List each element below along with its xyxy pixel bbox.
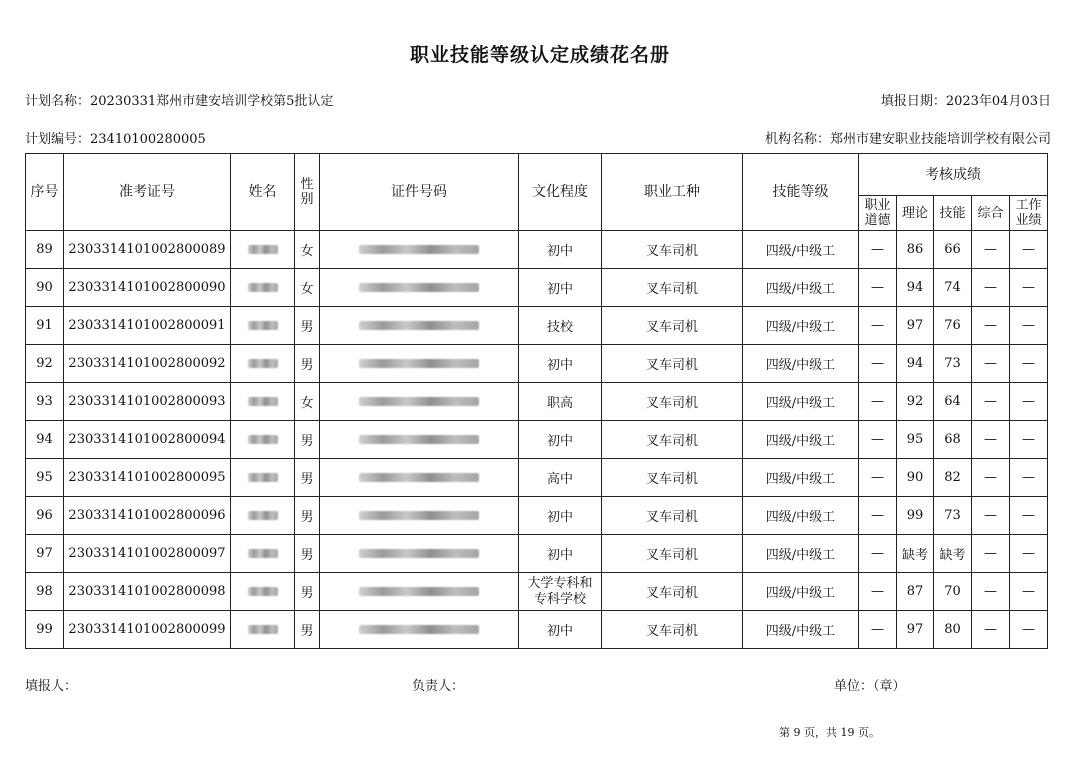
cell-work: — <box>1010 421 1048 459</box>
cell-exam-no: 2303314101002800099 <box>64 611 231 649</box>
cell-occupation: 叉车司机 <box>602 459 743 497</box>
cell-gender: 女 <box>295 231 320 269</box>
redacted-id-number <box>359 359 479 368</box>
cell-occupation: 叉车司机 <box>602 535 743 573</box>
cell-ethics: — <box>859 421 897 459</box>
table-row <box>26 535 1048 573</box>
cell-id-no <box>320 307 519 345</box>
cell-exam-no: 2303314101002800095 <box>64 459 231 497</box>
header-theory: 理论 <box>897 196 934 231</box>
header-exam-no: 准考证号 <box>64 154 231 231</box>
page-info: 第 9 页，共 19 页。 <box>779 726 880 739</box>
cell-overall: — <box>972 535 1010 573</box>
fill-date-value: 2023年04月03日 <box>945 94 1051 109</box>
plan-number-value: 23410100280005 <box>90 132 206 147</box>
redacted-name <box>248 397 278 406</box>
cell-skill: 缺考 <box>934 535 972 573</box>
redacted-id-number <box>359 283 479 292</box>
plan-number <box>25 128 206 147</box>
redacted-name <box>248 511 278 520</box>
cell-theory: 86 <box>897 231 934 269</box>
cell-ethics: — <box>859 345 897 383</box>
responsible-label: 负责人： <box>412 679 465 694</box>
redacted-id-number <box>359 625 479 634</box>
cell-skill: 82 <box>934 459 972 497</box>
cell-seq: 95 <box>26 459 64 497</box>
redacted-id-number <box>359 473 479 482</box>
cell-skill: 73 <box>934 345 972 383</box>
redacted-name <box>248 321 278 330</box>
cell-exam-no: 2303314101002800092 <box>64 345 231 383</box>
cell-id-no <box>320 383 519 421</box>
score-table <box>25 153 1048 649</box>
cell-work: — <box>1010 611 1048 649</box>
cell-seq: 89 <box>26 231 64 269</box>
cell-seq: 90 <box>26 269 64 307</box>
header-id-no: 证件号码 <box>320 154 519 231</box>
filler-label: 填报人： <box>25 679 78 694</box>
cell-education: 初中 <box>519 345 602 383</box>
table-row <box>26 459 1048 497</box>
cell-name <box>231 231 295 269</box>
cell-name <box>231 345 295 383</box>
cell-theory: 99 <box>897 497 934 535</box>
cell-exam-no: 2303314101002800091 <box>64 307 231 345</box>
cell-overall: — <box>972 611 1010 649</box>
table-row <box>26 611 1048 649</box>
redacted-name <box>248 473 278 482</box>
cell-ethics: — <box>859 611 897 649</box>
cell-skill: 68 <box>934 421 972 459</box>
cell-work: — <box>1010 535 1048 573</box>
cell-theory: 缺考 <box>897 535 934 573</box>
cell-overall: — <box>972 573 1010 611</box>
header-occupation: 职业工种 <box>602 154 743 231</box>
cell-occupation: 叉车司机 <box>602 421 743 459</box>
redacted-id-number <box>359 321 479 330</box>
cell-name <box>231 573 295 611</box>
cell-gender: 男 <box>295 345 320 383</box>
document-title: 职业技能等级认定成绩花名册 <box>409 44 670 66</box>
cell-seq: 96 <box>26 497 64 535</box>
cell-work: — <box>1010 231 1048 269</box>
cell-skill-level: 四级/中级工 <box>743 345 859 383</box>
cell-exam-no: 2303314101002800097 <box>64 535 231 573</box>
cell-exam-no: 2303314101002800093 <box>64 383 231 421</box>
cell-overall: — <box>972 345 1010 383</box>
cell-gender: 男 <box>295 497 320 535</box>
cell-id-no <box>320 269 519 307</box>
cell-overall: — <box>972 497 1010 535</box>
cell-ethics: — <box>859 573 897 611</box>
cell-skill-level: 四级/中级工 <box>743 231 859 269</box>
header-gender: 性别 <box>295 154 320 231</box>
plan-number-label: 计划编号： <box>25 132 91 147</box>
cell-gender: 女 <box>295 383 320 421</box>
header-scores: 考核成绩 <box>859 154 1048 196</box>
redacted-id-number <box>359 511 479 520</box>
cell-education: 初中 <box>519 535 602 573</box>
cell-gender: 男 <box>295 611 320 649</box>
cell-occupation: 叉车司机 <box>602 345 743 383</box>
cell-education: 大学专科和专科学校 <box>519 573 602 611</box>
organization <box>765 128 1051 147</box>
cell-skill-level: 四级/中级工 <box>743 269 859 307</box>
cell-skill: 73 <box>934 497 972 535</box>
cell-occupation: 叉车司机 <box>602 573 743 611</box>
redacted-id-number <box>359 397 479 406</box>
cell-exam-no: 2303314101002800096 <box>64 497 231 535</box>
cell-seq: 98 <box>26 573 64 611</box>
cell-seq: 91 <box>26 307 64 345</box>
cell-occupation: 叉车司机 <box>602 383 743 421</box>
cell-id-no <box>320 573 519 611</box>
header-ethics: 职业道德 <box>859 196 897 231</box>
table-row <box>26 497 1048 535</box>
cell-theory: 97 <box>897 307 934 345</box>
cell-ethics: — <box>859 231 897 269</box>
cell-occupation: 叉车司机 <box>602 307 743 345</box>
cell-skill: 70 <box>934 573 972 611</box>
cell-theory: 92 <box>897 383 934 421</box>
cell-overall: — <box>972 421 1010 459</box>
redacted-name <box>248 549 278 558</box>
cell-gender: 男 <box>295 421 320 459</box>
cell-work: — <box>1010 345 1048 383</box>
cell-education: 技校 <box>519 307 602 345</box>
cell-skill-level: 四级/中级工 <box>743 307 859 345</box>
cell-id-no <box>320 459 519 497</box>
cell-ethics: — <box>859 497 897 535</box>
cell-id-no <box>320 345 519 383</box>
cell-ethics: — <box>859 383 897 421</box>
table-row <box>26 307 1048 345</box>
cell-name <box>231 383 295 421</box>
cell-seq: 92 <box>26 345 64 383</box>
cell-theory: 94 <box>897 345 934 383</box>
cell-name <box>231 459 295 497</box>
cell-education: 高中 <box>519 459 602 497</box>
table-row <box>26 345 1048 383</box>
cell-skill-level: 四级/中级工 <box>743 573 859 611</box>
cell-occupation: 叉车司机 <box>602 611 743 649</box>
cell-work: — <box>1010 573 1048 611</box>
plan-name-label: 计划名称： <box>25 94 91 109</box>
cell-name <box>231 421 295 459</box>
cell-overall: — <box>972 459 1010 497</box>
cell-gender: 女 <box>295 269 320 307</box>
redacted-name <box>248 625 278 634</box>
cell-skill-level: 四级/中级工 <box>743 459 859 497</box>
header-name: 姓名 <box>231 154 295 231</box>
cell-name <box>231 497 295 535</box>
cell-skill: 76 <box>934 307 972 345</box>
cell-education: 初中 <box>519 611 602 649</box>
fill-date <box>881 90 1051 109</box>
cell-overall: — <box>972 269 1010 307</box>
cell-work: — <box>1010 383 1048 421</box>
cell-theory: 97 <box>897 611 934 649</box>
redacted-name <box>248 359 278 368</box>
fill-date-label: 填报日期： <box>880 94 946 109</box>
cell-id-no <box>320 231 519 269</box>
cell-skill: 64 <box>934 383 972 421</box>
cell-occupation: 叉车司机 <box>602 269 743 307</box>
redacted-id-number <box>359 435 479 444</box>
cell-exam-no: 2303314101002800094 <box>64 421 231 459</box>
cell-work: — <box>1010 497 1048 535</box>
table-row <box>26 269 1048 307</box>
cell-name <box>231 307 295 345</box>
cell-theory: 95 <box>897 421 934 459</box>
cell-name <box>231 269 295 307</box>
redacted-name <box>248 435 278 444</box>
cell-education: 初中 <box>519 497 602 535</box>
cell-overall: — <box>972 383 1010 421</box>
table-row <box>26 573 1048 611</box>
cell-theory: 90 <box>897 459 934 497</box>
cell-overall: — <box>972 307 1010 345</box>
cell-skill: 66 <box>934 231 972 269</box>
plan-name-value: 20230331郑州市建安培训学校第5批认定 <box>90 94 334 109</box>
header-overall: 综合 <box>972 196 1010 231</box>
cell-seq: 97 <box>26 535 64 573</box>
organization-value: 郑州市建安职业技能培训学校有限公司 <box>829 132 1051 147</box>
cell-gender: 男 <box>295 535 320 573</box>
cell-theory: 94 <box>897 269 934 307</box>
cell-ethics: — <box>859 459 897 497</box>
cell-exam-no: 2303314101002800089 <box>64 231 231 269</box>
cell-skill-level: 四级/中级工 <box>743 535 859 573</box>
cell-gender: 男 <box>295 459 320 497</box>
cell-occupation: 叉车司机 <box>602 497 743 535</box>
header-seq: 序号 <box>26 154 64 231</box>
cell-work: — <box>1010 307 1048 345</box>
cell-exam-no: 2303314101002800098 <box>64 573 231 611</box>
cell-education: 初中 <box>519 421 602 459</box>
cell-ethics: — <box>859 269 897 307</box>
organization-label: 机构名称： <box>764 132 830 147</box>
unit-stamp-label: 单位：（章） <box>834 679 906 694</box>
cell-id-no <box>320 611 519 649</box>
cell-skill-level: 四级/中级工 <box>743 611 859 649</box>
redacted-id-number <box>359 587 479 596</box>
cell-education: 职高 <box>519 383 602 421</box>
cell-theory: 87 <box>897 573 934 611</box>
cell-id-no <box>320 535 519 573</box>
cell-skill-level: 四级/中级工 <box>743 383 859 421</box>
cell-skill-level: 四级/中级工 <box>743 497 859 535</box>
header-work: 工作业绩 <box>1010 196 1048 231</box>
cell-skill: 80 <box>934 611 972 649</box>
header-education: 文化程度 <box>519 154 602 231</box>
cell-work: — <box>1010 269 1048 307</box>
header-skill-level: 技能等级 <box>743 154 859 231</box>
cell-seq: 99 <box>26 611 64 649</box>
cell-seq: 94 <box>26 421 64 459</box>
cell-work: — <box>1010 459 1048 497</box>
redacted-name <box>248 587 278 596</box>
cell-name <box>231 535 295 573</box>
cell-id-no <box>320 497 519 535</box>
cell-overall: — <box>972 231 1010 269</box>
cell-name <box>231 611 295 649</box>
redacted-name <box>248 283 278 292</box>
cell-education: 初中 <box>519 269 602 307</box>
table-row <box>26 421 1048 459</box>
cell-seq: 93 <box>26 383 64 421</box>
cell-ethics: — <box>859 535 897 573</box>
table-row <box>26 231 1048 269</box>
cell-exam-no: 2303314101002800090 <box>64 269 231 307</box>
redacted-id-number <box>359 549 479 558</box>
table-row <box>26 383 1048 421</box>
cell-skill: 74 <box>934 269 972 307</box>
cell-education: 初中 <box>519 231 602 269</box>
cell-id-no <box>320 421 519 459</box>
cell-gender: 男 <box>295 573 320 611</box>
cell-skill-level: 四级/中级工 <box>743 421 859 459</box>
plan-name <box>25 90 333 109</box>
cell-gender: 男 <box>295 307 320 345</box>
cell-occupation: 叉车司机 <box>602 231 743 269</box>
header-skill: 技能 <box>934 196 972 231</box>
redacted-id-number <box>359 245 479 254</box>
redacted-name <box>248 245 278 254</box>
cell-ethics: — <box>859 307 897 345</box>
